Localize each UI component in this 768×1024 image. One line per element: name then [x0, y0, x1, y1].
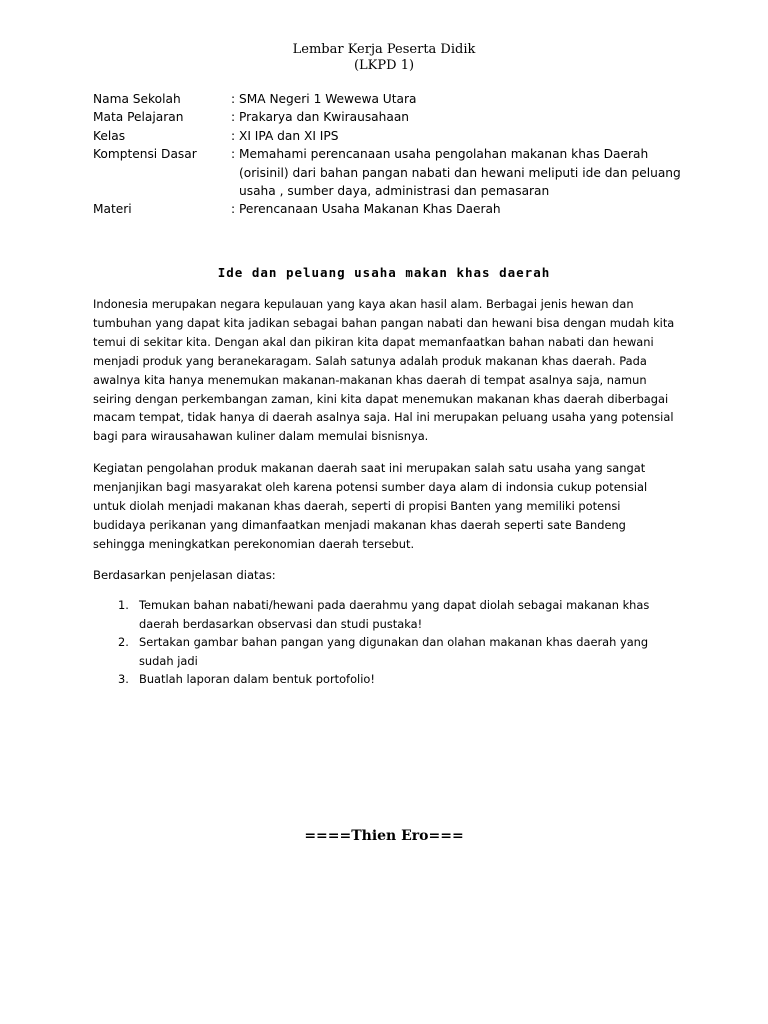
paragraph-line: temui di sekitar kita. Dengan akal dan pikiran kita dapat memanfaatkan bahan nabati dan hewani [93, 334, 654, 349]
info-block [93, 90, 693, 219]
paragraph-line: seiring dengan perkembangan zaman, kini kita dapat menemukan makanan khas daerah diberbagai [93, 391, 669, 406]
info-label: Mata Pelajaran [93, 110, 184, 125]
paragraph-line: Kegiatan pengolahan produk makanan daerah saat ini merupakan salah satu usaha yang sangat [93, 461, 646, 475]
list-text [139, 596, 649, 633]
list-number: 3. [118, 672, 129, 686]
task-list [118, 596, 688, 689]
paragraph-line: macam tempat, tidak hanya di daerah asalnya saja. Hal ini merupakan peluang usaha yang potensial [93, 410, 674, 425]
info-value: : Memahami perencanaan usaha pengolahan makanan khas Daerah [231, 147, 649, 162]
info-value: : XI IPA dan XI IPS [231, 128, 339, 143]
info-continuation: usaha , sumber daya, administrasi dan pemasaran [239, 184, 550, 199]
author-signature: ====Thien Ero=== [304, 828, 464, 844]
paragraph-line: menjadi produk yang beranekaragam. Salah satunya adalah produk makanan khas daerah. Pada [93, 353, 647, 368]
info-row-material [93, 200, 693, 218]
list-text [139, 633, 648, 670]
paragraph-line: Indonesia merupakan negara kepulauan yang kaya akan hasil alam. Berbagai jenis hewan dan [93, 297, 634, 311]
list-text [139, 670, 375, 689]
paragraph-line: budidaya perikanan yang dimanfaatkan menjadi makanan khas daerah seperti sate Bandeng [93, 517, 626, 532]
list-line: Temukan bahan nabati/hewani pada daerahmu yang dapat diolah sebagai makanan khas [139, 598, 650, 612]
list-line: Sertakan gambar bahan pangan yang digunakan dan olahan makanan khas daerah yang [139, 635, 649, 649]
list-item [118, 670, 688, 689]
list-line: Buatlah laporan dalam bentuk portofolio! [139, 672, 375, 686]
section-heading: Ide dan peluang usaha makan khas daerah [217, 265, 551, 280]
info-row-subject [93, 108, 693, 126]
list-line: daerah berdasarkan observasi dan studi pustaka! [139, 616, 423, 631]
info-row-school [93, 90, 693, 108]
document-title: Lembar Kerja Peserta Didik [292, 42, 476, 57]
info-value: : Prakarya dan Kwirausahaan [231, 110, 410, 125]
info-label: Materi [93, 202, 132, 217]
info-row-competency [93, 145, 693, 163]
document-subtitle: (LKPD 1) [353, 58, 415, 73]
list-item [118, 596, 688, 633]
info-value: : SMA Negeri 1 Wewewa Utara [231, 92, 417, 106]
list-line: sudah jadi [139, 653, 198, 668]
paragraph-line: tumbuhan yang dapat kita jadikan sebagai bahan pangan nabati dan hewani bisa dengan mudah kita [93, 315, 675, 330]
list-number: 1. [118, 598, 129, 612]
list-number: 2. [118, 635, 129, 649]
info-row-class [93, 127, 693, 145]
paragraph-line: menjanjikan bagi masyarakat oleh karena potensi sumber daya alam di indonsia cukup potensial [93, 479, 648, 494]
paragraph-activity [93, 459, 683, 554]
paragraph-line: bagi para wirausahawan kuliner dalam memulai bisnisnya. [93, 429, 429, 444]
info-continuation: (orisinil) dari bahan pangan nabati dan hewani meliputi ide dan peluang [239, 165, 681, 180]
info-label: Nama Sekolah [93, 92, 181, 106]
task-lead: Berdasarkan penjelasan diatas: [93, 568, 276, 582]
paragraph-line: awalnya kita hanya menemukan makanan-makanan khas daerah di tempat asalnya saja, namun [93, 372, 647, 387]
paragraph-line: sehingga meningkatkan perekonomian daerah tersebut. [93, 536, 415, 551]
paragraph-intro [93, 295, 683, 446]
info-value: : Perencanaan Usaha Makanan Khas Daerah [231, 202, 501, 217]
info-label: Komptensi Dasar [93, 147, 197, 162]
paragraph-line: untuk diolah menjadi makanan khas daerah, seperti di propisi Banten yang memiliki potensi [93, 498, 621, 513]
list-item [118, 633, 688, 670]
info-label: Kelas [93, 128, 126, 143]
